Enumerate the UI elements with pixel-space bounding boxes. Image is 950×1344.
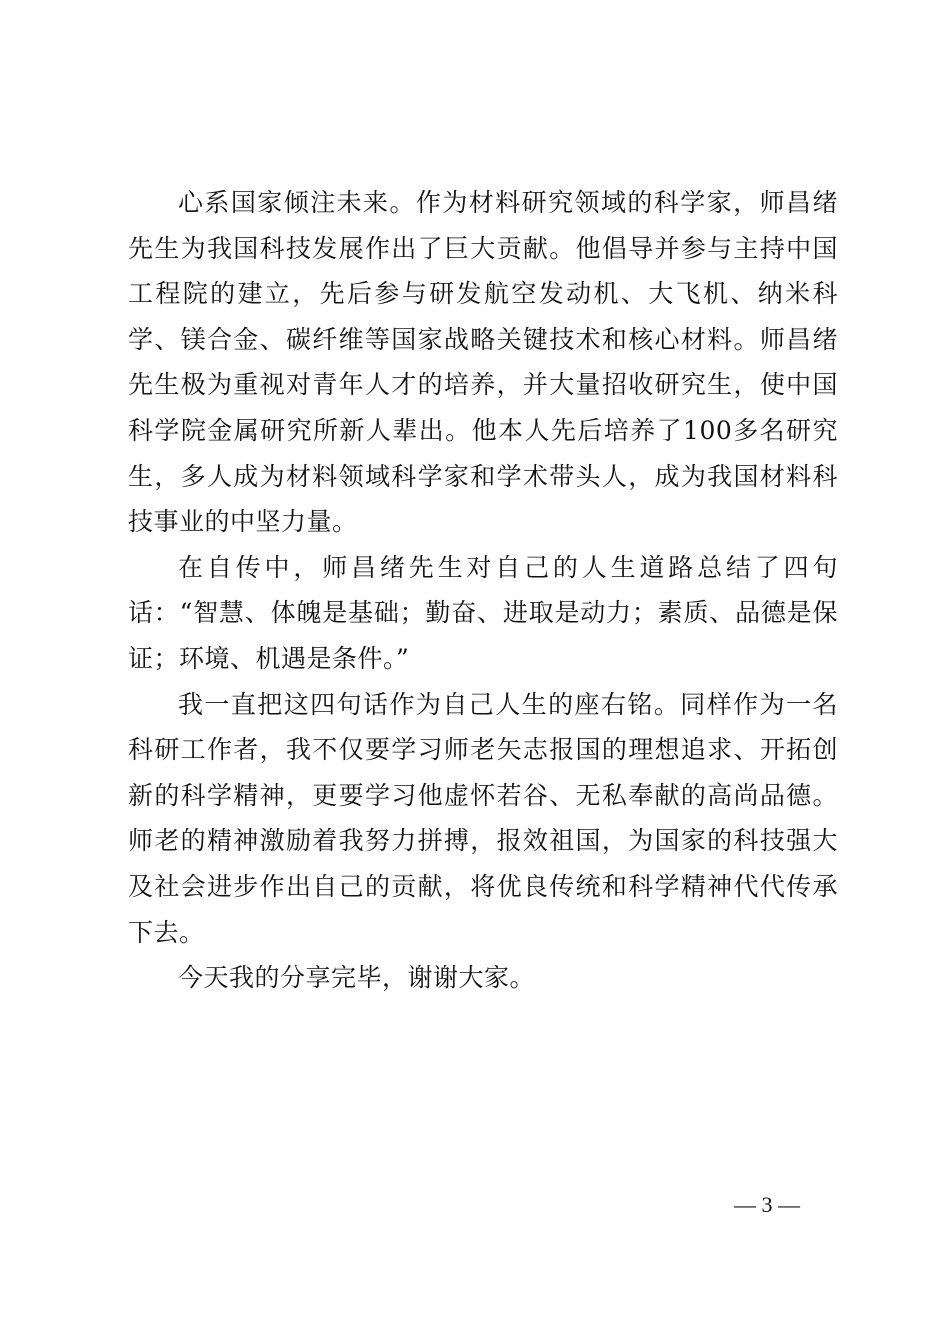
paragraph-personal-motto: 我一直把这四句话作为自己人生的座右铭。同样作为一名科研工作者，我不仅要学习师老矢志报国的理想追求、开拓创新的科学精神，更要学习他虚怀若谷、无私奉献的高尚品德。师老的精神激励着我努力拼搏，报效祖国，为国家的科技强大及社会进步作出自己的贡献，将优良传统和科学精神代代传承下去。 (128, 689, 838, 947)
body-text (128, 180, 838, 1001)
paragraph-autobiography-quote: 在自传中，师昌绪先生对自己的人生道路总结了四句话：“智慧、体魄是基础；勤奋、进取是动力；素质、品德是保证；环境、机遇是条件。” (128, 552, 838, 673)
page-number: — 3 — (734, 1192, 800, 1217)
paragraph-closing: 今天我的分享完毕，谢谢大家。 (178, 963, 536, 993)
paragraph-contributions: 心系国家倾注未来。作为材料研究领域的科学家，师昌绪先生为我国科技发展作出了巨大贡献。他倡导并参与主持中国工程院的建立，先后参与研发航空发动机、大飞机、纳米科学、镁合金、碳纤维等国家战略关键技术和核心材料。师昌绪先生极为重视对青年人才的培养，并大量招收研究生，使中国科学院金属研究所新人辈出。他本人先后培养了100多名研究生，多人成为材料领域科学家和学术带头人，成为我国材料科技事业的中坚力量。 (128, 188, 838, 537)
